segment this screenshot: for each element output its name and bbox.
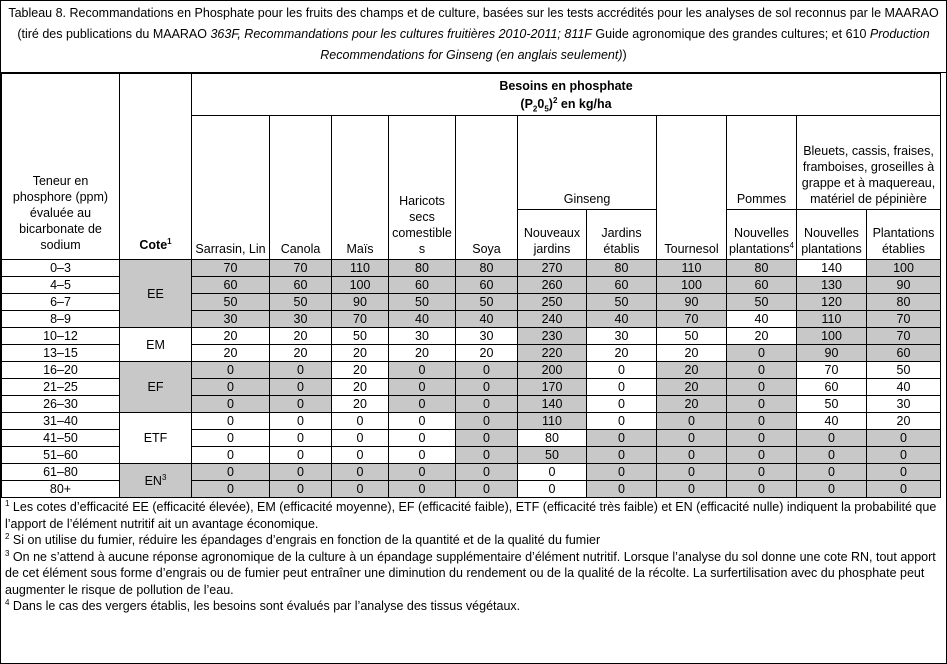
value-cell: 0	[270, 396, 332, 413]
value-cell: 0	[389, 430, 456, 447]
value-cell: 20	[270, 328, 332, 345]
value-cell: 20	[270, 345, 332, 362]
value-cell: 80	[867, 294, 941, 311]
value-cell: 30	[867, 396, 941, 413]
value-cell: 0	[587, 464, 657, 481]
value-cell: 60	[389, 277, 456, 294]
value-cell: 90	[867, 277, 941, 294]
range-cell: 51–60	[2, 447, 120, 464]
value-cell: 0	[192, 447, 270, 464]
value-cell: 0	[270, 362, 332, 379]
range-cell: 6–7	[2, 294, 120, 311]
value-cell: 60	[192, 277, 270, 294]
value-cell: 0	[192, 481, 270, 498]
value-cell: 0	[727, 379, 797, 396]
value-cell: 0	[657, 430, 727, 447]
value-cell: 0	[456, 464, 518, 481]
value-cell: 0	[389, 464, 456, 481]
value-cell: 50	[389, 294, 456, 311]
value-cell: 70	[192, 260, 270, 277]
value-cell: 0	[587, 430, 657, 447]
value-cell: 0	[867, 447, 941, 464]
value-cell: 100	[332, 277, 389, 294]
value-cell: 50	[727, 294, 797, 311]
col-haricots: Haricots secs comestible s	[389, 116, 456, 260]
value-cell: 20	[657, 396, 727, 413]
value-cell: 0	[456, 379, 518, 396]
value-cell: 110	[518, 413, 587, 430]
teneur-header	[2, 74, 120, 260]
value-cell: 50	[518, 447, 587, 464]
value-cell: 40	[389, 311, 456, 328]
footnote-marker: 1	[5, 498, 10, 508]
value-cell: 0	[867, 481, 941, 498]
table-caption	[1, 1, 946, 73]
value-cell: 0	[727, 345, 797, 362]
value-cell: 0	[867, 430, 941, 447]
value-cell: 0	[192, 379, 270, 396]
value-cell: 90	[657, 294, 727, 311]
besoins-unit-p: (P	[520, 96, 533, 111]
footnote-text: On ne s’attend à aucune réponse agronomique de la culture à un épandage supplémentaire d’élément nutritif. Lorsque l’analyse du sol donne une cote RN, tout apport de cet élément sous forme d’engrais ou de fumier peut entraîner une diminution du rendement ou de la qualité de la récolte. La surfertilisation avec du phosphate peut augmenter le risque de pollution de l’eau.	[5, 549, 936, 597]
cote-header	[120, 74, 192, 260]
value-cell: 50	[270, 294, 332, 311]
value-cell: 0	[727, 413, 797, 430]
value-cell: 60	[270, 277, 332, 294]
pommes-nouvelles-label: Nouvelles plantations	[729, 226, 790, 256]
value-cell: 50	[657, 328, 727, 345]
footnote-marker: 3	[5, 548, 10, 558]
value-cell: 240	[518, 311, 587, 328]
footnote-4	[5, 598, 942, 615]
value-cell: 30	[389, 328, 456, 345]
value-cell: 0	[270, 447, 332, 464]
col-bleuets-etablies: Plantations établies	[867, 210, 941, 260]
value-cell: 90	[332, 294, 389, 311]
value-cell: 20	[587, 345, 657, 362]
value-cell: 20	[456, 345, 518, 362]
rating-label: ETF	[143, 431, 168, 445]
value-cell: 0	[797, 447, 867, 464]
caption-part2: Guide agronomique des grandes cultures; et 610	[591, 27, 870, 41]
range-cell: 41–50	[2, 430, 120, 447]
col-ginseng-etablis: Jardins établis	[587, 210, 657, 260]
value-cell: 0	[587, 481, 657, 498]
col-mais: Maïs	[332, 116, 389, 260]
table-row	[2, 362, 941, 379]
footnote-text: Dans le cas des vergers établis, les besoins sont évalués par l’analyse des tissus végétaux.	[9, 599, 521, 613]
rating-label: EF	[147, 380, 164, 394]
cote-header-label: Cote	[139, 238, 168, 252]
pommes-spacer	[727, 116, 797, 190]
value-cell: 0	[332, 481, 389, 498]
value-cell: 20	[332, 362, 389, 379]
value-cell: 50	[867, 362, 941, 379]
value-cell: 0	[518, 481, 587, 498]
value-cell: 80	[727, 260, 797, 277]
value-cell: 0	[587, 447, 657, 464]
value-cell: 0	[192, 413, 270, 430]
value-cell: 0	[587, 396, 657, 413]
value-cell: 0	[727, 447, 797, 464]
value-cell: 60	[797, 379, 867, 396]
value-cell: 80	[456, 260, 518, 277]
value-cell: 0	[389, 413, 456, 430]
value-cell: 0	[389, 481, 456, 498]
value-cell: 200	[518, 362, 587, 379]
value-cell: 80	[518, 430, 587, 447]
value-cell: 90	[797, 345, 867, 362]
value-cell: 60	[456, 277, 518, 294]
value-cell: 40	[867, 379, 941, 396]
value-cell: 0	[192, 396, 270, 413]
rating-label: EM	[146, 337, 165, 352]
footnote-marker: 2	[5, 531, 10, 541]
value-cell: 50	[192, 294, 270, 311]
value-cell: 100	[657, 277, 727, 294]
value-cell: 0	[389, 447, 456, 464]
col-bleuets-nouvelles: Nouvelles plantations	[797, 210, 867, 260]
pommes-header: Pommes	[727, 190, 797, 210]
footnote-3	[5, 549, 942, 599]
value-cell: 70	[657, 311, 727, 328]
value-cell: 40	[727, 311, 797, 328]
value-cell: 0	[332, 413, 389, 430]
value-cell: 40	[456, 311, 518, 328]
rating-label: EN	[144, 473, 162, 488]
value-cell: 0	[456, 362, 518, 379]
col-canola: Canola	[270, 116, 332, 260]
value-cell: 70	[797, 362, 867, 379]
value-cell: 0	[270, 481, 332, 498]
range-cell: 13–15	[2, 345, 120, 362]
value-cell: 0	[456, 413, 518, 430]
value-cell: 220	[518, 345, 587, 362]
value-cell: 20	[657, 379, 727, 396]
value-cell: 70	[867, 311, 941, 328]
footnote-marker: 4	[5, 597, 10, 607]
range-cell: 26–30	[2, 396, 120, 413]
value-cell: 0	[389, 379, 456, 396]
value-cell: 20	[727, 328, 797, 345]
value-cell: 0	[727, 430, 797, 447]
value-cell: 230	[518, 328, 587, 345]
value-cell: 70	[332, 311, 389, 328]
value-cell: 270	[518, 260, 587, 277]
col-pommes-nouvelles	[727, 210, 797, 260]
value-cell: 0	[587, 379, 657, 396]
besoins-sub-5: 5	[544, 104, 549, 113]
range-cell: 31–40	[2, 413, 120, 430]
value-cell: 100	[867, 260, 941, 277]
value-cell: 0	[270, 413, 332, 430]
range-cell: 21–25	[2, 379, 120, 396]
value-cell: 20	[867, 413, 941, 430]
value-cell: 50	[332, 328, 389, 345]
value-cell: 250	[518, 294, 587, 311]
value-cell: 30	[456, 328, 518, 345]
besoins-footnote-marker: 2	[552, 95, 558, 105]
range-cell: 4–5	[2, 277, 120, 294]
col-sarrasin: Sarrasin, Lin	[192, 116, 270, 260]
value-cell: 20	[192, 345, 270, 362]
value-cell: 60	[587, 277, 657, 294]
value-cell: 0	[332, 464, 389, 481]
value-cell: 0	[456, 447, 518, 464]
value-cell: 0	[192, 362, 270, 379]
value-cell: 30	[270, 311, 332, 328]
pommes-footnote-marker: 4	[789, 240, 794, 250]
rating-cell	[120, 362, 192, 413]
caption-part1: Tableau 8. Recommandations en Phosphate pour les fruits des champs et de culture, basées sur les tests accrédités pour les analyses de sol reconnus par le MAARAO (tiré des publications du MAARAO	[8, 6, 939, 41]
ginseng-spacer	[518, 116, 657, 190]
value-cell: 0	[657, 413, 727, 430]
footnote-1	[5, 499, 942, 532]
table-row	[2, 413, 941, 430]
value-cell: 0	[456, 481, 518, 498]
range-cell: 0–3	[2, 260, 120, 277]
range-cell: 10–12	[2, 328, 120, 345]
value-cell: 0	[657, 481, 727, 498]
value-cell: 140	[797, 260, 867, 277]
value-cell: 0	[657, 464, 727, 481]
value-cell: 0	[657, 447, 727, 464]
value-cell: 40	[587, 311, 657, 328]
value-cell: 0	[587, 362, 657, 379]
rating-cell	[120, 260, 192, 328]
table-row	[2, 464, 941, 481]
phosphate-table	[1, 73, 941, 498]
value-cell: 260	[518, 277, 587, 294]
col-ginseng-nouveaux: Nouveaux jardins	[518, 210, 587, 260]
rating-cell	[120, 464, 192, 498]
value-cell: 0	[727, 481, 797, 498]
besoins-header	[192, 74, 941, 116]
value-cell: 20	[389, 345, 456, 362]
footnote-text: Si on utilise du fumier, réduire les épandages d’engrais en fonction de la quantité et de la qualité du fumier	[9, 533, 601, 547]
value-cell: 0	[518, 464, 587, 481]
value-cell: 0	[797, 481, 867, 498]
cote-footnote-marker: 1	[167, 236, 172, 246]
value-cell: 20	[332, 345, 389, 362]
besoins-title: Besoins en phosphate	[499, 78, 633, 93]
value-cell: 30	[192, 311, 270, 328]
range-cell: 8–9	[2, 311, 120, 328]
col-soya: Soya	[456, 116, 518, 260]
footnotes	[1, 499, 946, 615]
value-cell: 0	[727, 362, 797, 379]
besoins-unit-o: 0	[537, 96, 545, 111]
range-cell: 16–20	[2, 362, 120, 379]
value-cell: 100	[797, 328, 867, 345]
value-cell: 20	[332, 396, 389, 413]
value-cell: 0	[727, 396, 797, 413]
teneur-header-label: Teneur en phosphore (ppm) évaluée au bicarbonate de sodium	[12, 174, 109, 252]
range-cell: 61–80	[2, 464, 120, 481]
value-cell: 170	[518, 379, 587, 396]
value-cell: 140	[518, 396, 587, 413]
rating-footnote-marker: 3	[161, 472, 167, 482]
value-cell: 0	[332, 430, 389, 447]
value-cell: 0	[192, 464, 270, 481]
ginseng-header: Ginseng	[518, 190, 657, 210]
value-cell: 110	[657, 260, 727, 277]
value-cell: 0	[389, 396, 456, 413]
besoins-unit	[193, 95, 939, 113]
value-cell: 0	[456, 396, 518, 413]
value-cell: 130	[797, 277, 867, 294]
value-cell: 0	[270, 430, 332, 447]
value-cell: 0	[797, 430, 867, 447]
value-cell: 70	[270, 260, 332, 277]
value-cell: 70	[867, 328, 941, 345]
value-cell: 60	[867, 345, 941, 362]
footnote-text: Les cotes d’efficacité EE (efficacité élevée), EM (efficacité moyenne), EF (efficacité faible), ETF (efficacité très faible) et EN (efficacité nulle) indiquent la probabilité que l’apport de l’élément nutritif ait un avantage économique.	[5, 500, 937, 531]
value-cell: 110	[797, 311, 867, 328]
value-cell: 0	[270, 379, 332, 396]
value-cell: 20	[332, 379, 389, 396]
value-cell: 120	[797, 294, 867, 311]
value-cell: 0	[270, 464, 332, 481]
caption-publication-1: 363F, Recommandations pour les cultures fruitières 2010-2011; 811F	[210, 27, 592, 41]
value-cell: 50	[456, 294, 518, 311]
value-cell: 0	[389, 362, 456, 379]
value-cell: 0	[867, 464, 941, 481]
value-cell: 40	[797, 413, 867, 430]
value-cell: 0	[727, 464, 797, 481]
rating-cell	[120, 413, 192, 464]
value-cell: 20	[657, 345, 727, 362]
value-cell: 0	[456, 430, 518, 447]
value-cell: 0	[797, 464, 867, 481]
value-cell: 20	[192, 328, 270, 345]
table-row	[2, 328, 941, 345]
caption-publication-2: Production Recommendations for Ginseng (en anglais seulement)	[320, 27, 930, 62]
besoins-unit-kg: en kg/ha	[557, 96, 612, 111]
range-cell: 80+	[2, 481, 120, 498]
bleuets-header: Bleuets, cassis, fraises, framboises, groseilles à grappe et à maquereau, matériel de pépinière	[797, 116, 941, 210]
besoins-sub-2: 2	[532, 104, 538, 113]
value-cell: 0	[332, 447, 389, 464]
value-cell: 50	[587, 294, 657, 311]
value-cell: 20	[657, 362, 727, 379]
footnote-2	[5, 532, 942, 549]
value-cell: 60	[727, 277, 797, 294]
rating-cell	[120, 328, 192, 362]
col-tournesol: Tournesol	[657, 116, 727, 260]
value-cell: 0	[587, 413, 657, 430]
value-cell: 30	[587, 328, 657, 345]
value-cell: 0	[192, 430, 270, 447]
value-cell: 110	[332, 260, 389, 277]
table-row	[2, 260, 941, 277]
caption-part3: )	[622, 48, 627, 62]
besoins-unit-close: )	[548, 96, 553, 111]
value-cell: 80	[389, 260, 456, 277]
rating-label: EE	[147, 286, 164, 301]
value-cell: 80	[587, 260, 657, 277]
value-cell: 50	[797, 396, 867, 413]
